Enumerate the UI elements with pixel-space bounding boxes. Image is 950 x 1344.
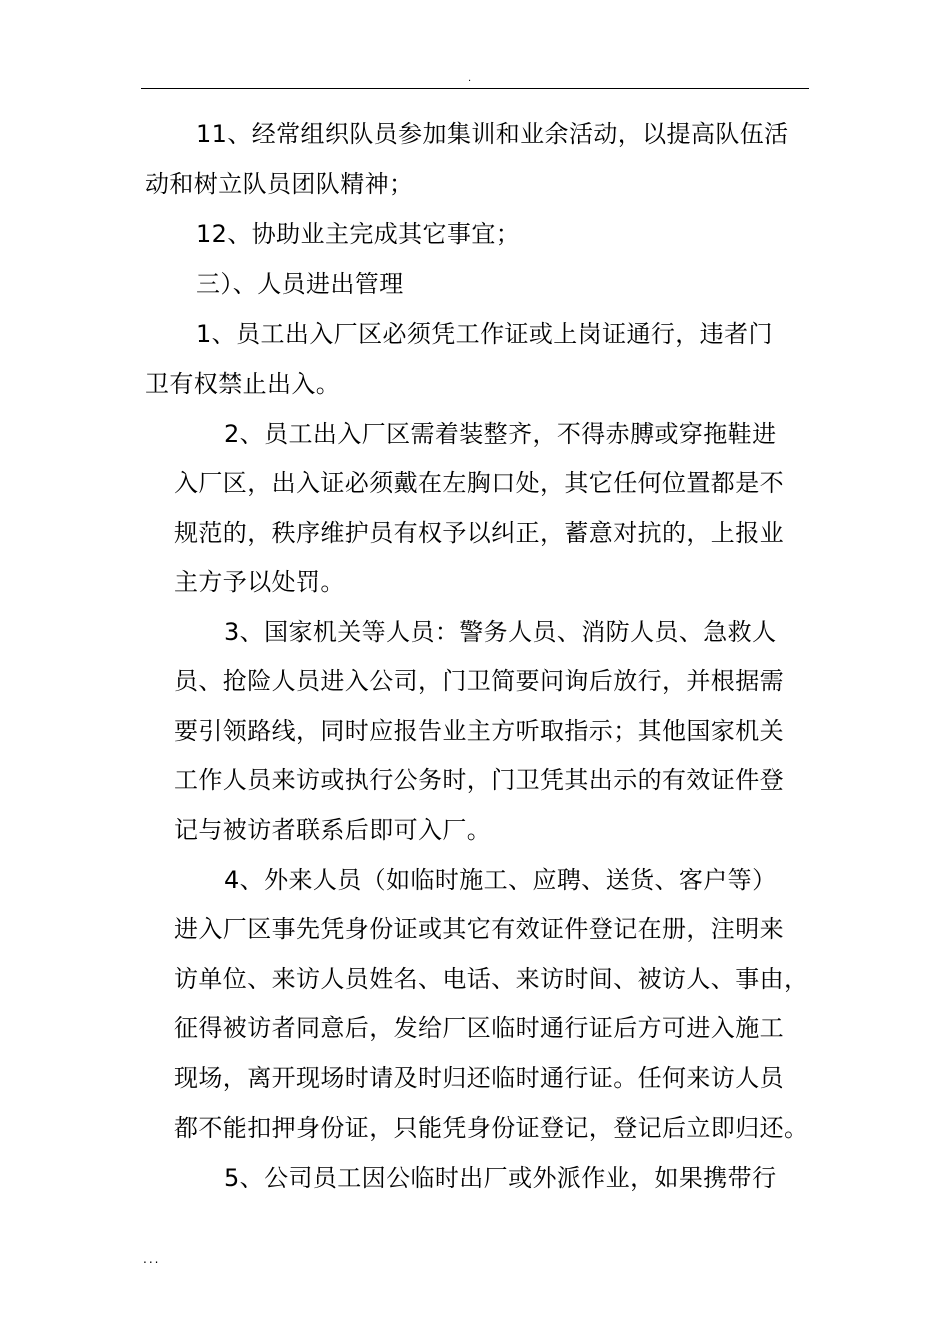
item-3-line-5: 记与被访者联系后即可入厂。	[174, 816, 492, 844]
paragraph-11-line-1: 11、经常组织队员参加集训和业余活动，以提高队伍活	[196, 120, 789, 148]
item-4-line-4: 征得被访者同意后，发给厂区临时通行证后方可进入施工	[174, 1014, 784, 1042]
item-2-line-3: 规范的，秩序维护员有权予以纠正，蓄意对抗的，上报业	[174, 519, 784, 547]
item-4-line-1: 4、外来人员（如临时施工、应聘、送货、客户等）	[224, 866, 777, 894]
item-2-line-2: 入厂区，出入证必须戴在左胸口处，其它任何位置都是不	[174, 469, 784, 497]
item-3-line-1: 3、国家机关等人员：警务人员、消防人员、急救人	[224, 618, 777, 646]
item-4-line-6: 都不能扣押身份证，只能凭身份证登记，登记后立即归还。	[174, 1114, 809, 1142]
item-4-line-2: 进入厂区事先凭身份证或其它有效证件登记在册，注明来	[174, 915, 784, 943]
item-2-line-4: 主方予以处罚。	[174, 568, 345, 596]
item-2-line-1: 2、员工出入厂区需着装整齐，不得赤膊或穿拖鞋进	[224, 420, 777, 448]
footer-mark: ...	[143, 1252, 161, 1266]
item-4-line-3: 访单位、来访人员姓名、电话、来访时间、被访人、事由，	[174, 965, 809, 993]
item-3-line-4: 工作人员来访或执行公务时，门卫凭其出示的有效证件登	[174, 766, 784, 794]
header-mark: .	[468, 73, 472, 84]
item-3-line-3: 要引领路线，同时应报告业主方听取指示；其他国家机关	[174, 717, 784, 745]
item-3-line-2: 员、抢险人员进入公司，门卫简要问询后放行，并根据需	[174, 667, 784, 695]
item-1-line-2: 卫有权禁止出入。	[145, 370, 341, 398]
paragraph-11-line-2: 动和树立队员团队精神；	[145, 170, 414, 198]
header-rule	[141, 88, 809, 89]
item-1-line-1: 1、员工出入厂区必须凭工作证或上岗证通行，违者门	[196, 320, 773, 348]
item-5-line-1: 5、公司员工因公临时出厂或外派作业，如果携带行	[224, 1164, 777, 1192]
paragraph-12-line-1: 12、协助业主完成其它事宜；	[196, 220, 521, 248]
section-heading-personnel-access: 三）、人员进出管理	[196, 270, 404, 298]
item-4-line-5: 现场，离开现场时请及时归还临时通行证。任何来访人员	[174, 1064, 784, 1092]
